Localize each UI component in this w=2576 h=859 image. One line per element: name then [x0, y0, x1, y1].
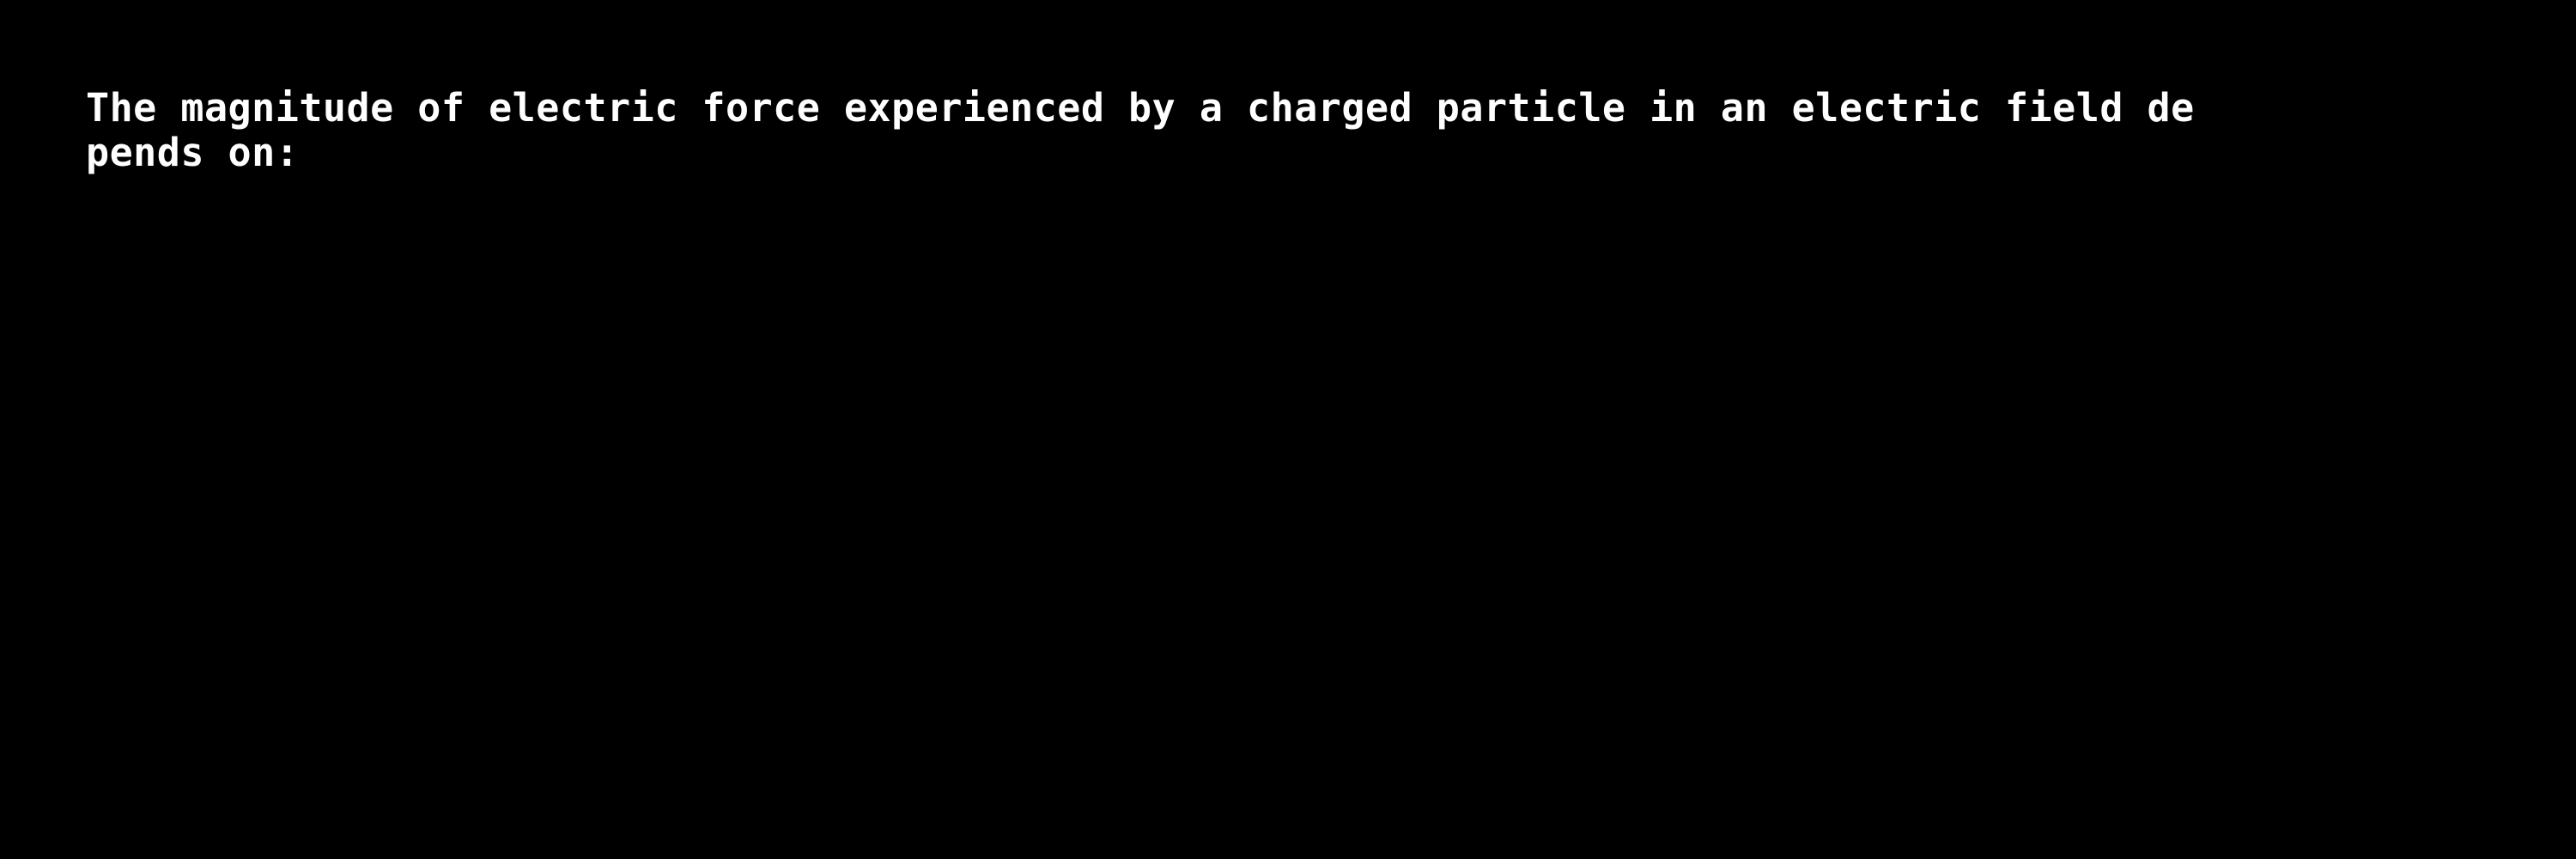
terminal-line-1: The magnitude of electric force experienced by a charged particle in an electric field de: [86, 85, 2195, 131]
terminal-line-2: pends on:: [86, 130, 300, 175]
terminal-output: [86, 86, 2490, 175]
